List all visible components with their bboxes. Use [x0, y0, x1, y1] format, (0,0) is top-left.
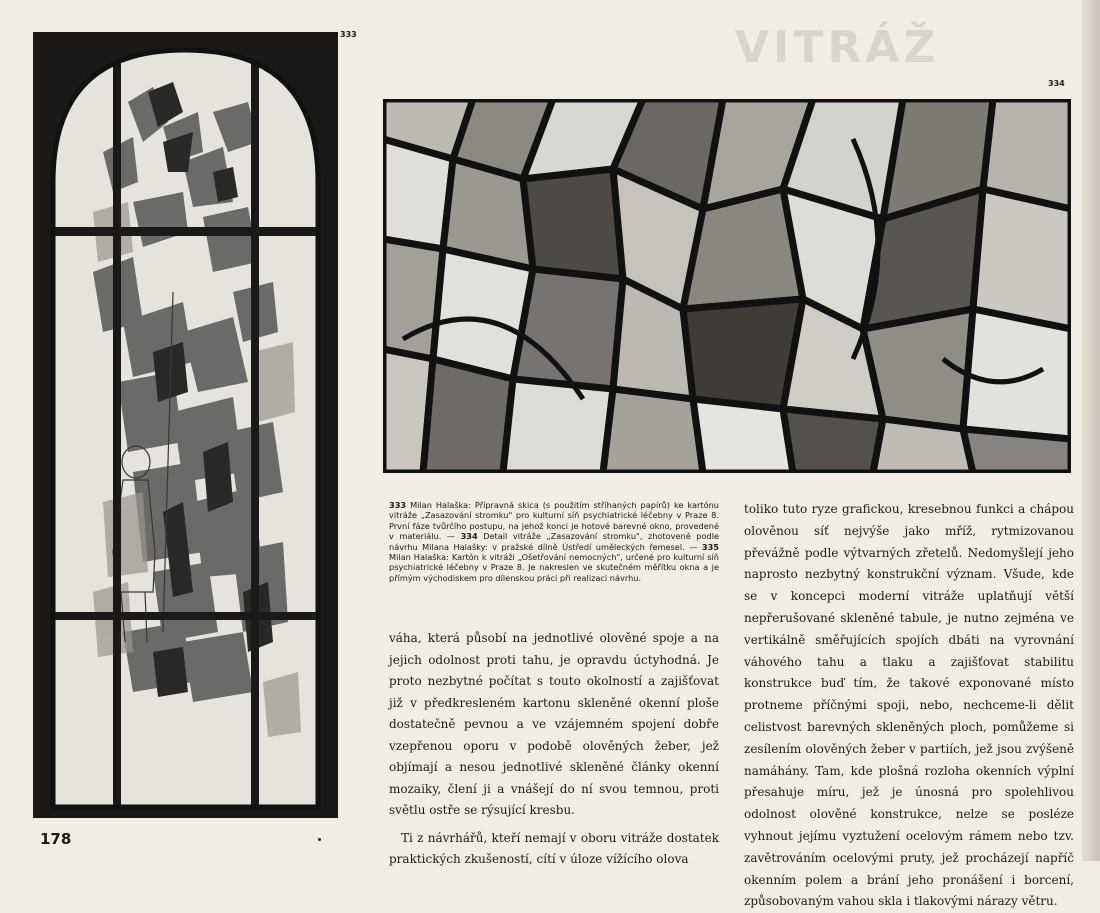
- body-paragraph: váha, která působí na jednotlivé olověné spoje a na jejich odolnost proti tahu, je opravdu úctyhodná. Je proto nezbytné počítat s touto okolností a zajišťovat již v předkresleném kartonu skleněné okenní ploše dostatečně pevnou a ve vzájemném spojení dobře vzepřenou oporu v podobě olověných žeber, jež objímají a nesou jednotlivé skleněné články okenní mozaiky, člení ji a vnášejí do ní svou temnou, proti světlu ostře se rýsující kresbu.: [389, 631, 719, 817]
- caption-334-text: Detail vitráže „Zasazování stromku", zhotovené podle návrhu Milana Halašky: v pražské dílně Ústředí uměleckých řemesel. —: [389, 531, 720, 552]
- caption-335-number: 335: [701, 541, 719, 552]
- book-spine-shadow: [1082, 0, 1100, 861]
- figure-334-number: 334: [1048, 79, 1065, 88]
- caption-333-text: Milan Halaška: Přípravná skica (s použitím stříhaných papírů) ke kartónu vitráže „Zasazování stromku" pro kulturní síň psychiatrické léčebny v Praze 8. První fáze tvůrčího postupu, na jehož konci je hotové barevné okno, provedené v materiálu. —: [389, 500, 719, 542]
- body-text-left-column: [389, 628, 719, 871]
- print-mark: [318, 838, 321, 841]
- caption-335-text: Milan Halaška: Kartón k vitráži „Ošetřování nemocných", určené pro kulturní síň psychiatrické léčebny v Praze 8. Je nakreslen ve skutečném měřítku okna a je přímým východiskem pro dílenskou práci při realizaci návrhu.: [389, 552, 719, 583]
- figure-334-stained-glass-detail: [383, 99, 1071, 473]
- body-paragraph: toliko tuto ryze grafickou, kresebnou funkci a chápou olověnou síť nejvýše jako mříž, rytmizovanou převážně podle výtvarných zřetelů. Nedomyšlejí jeho naprosto nezbytný konstrukční význam. Všude, kde se v koncepci moderní vitráže uplatňují větší nepřerušované skleněné tabule, je nutno zejména ve vertikálně směřujících spojích dbáti na vyrovnání váhového tahu a tlaku a zajišťovat stabilitu konstrukce buď tím, že takové exponované místo protneme příčnými spoji, nebo, nechceme-li dělit celistvost barevných skleněných ploch, pomůžeme si zesílením olověných žeber v partiích, jež jsou zvýšeně namáhány. Tam, kde plošná rozloha okenních výplní přesahuje míru, jež je únosná pro spolehlivou odolnost olověné konstrukce, nelze se posléze vyhnout jejímu vyztužení ocelovým rámem nebo tzv. zavětrováním ocelovými pruty, jež procházejí napříč okenním polem a brání jeho pronášení i borcení, způsobovaným vahou skla i tlakovými nárazy větru.: [744, 502, 1074, 909]
- caption-333-number: 333: [389, 500, 407, 510]
- figure-333-window-sketch: [33, 32, 338, 818]
- bleed-through-heading: VITRÁŽ: [735, 22, 940, 73]
- caption-334-number: 334: [460, 531, 478, 542]
- body-text-right-column: [744, 499, 1074, 913]
- figure-333-number: 333: [340, 30, 357, 39]
- stained-glass-graphic: [383, 99, 1071, 473]
- body-paragraph: Ti z návrhářů, kteří nemají v oboru vitráže dostatek praktických zkušeností, cítí v úloze vížícího olova: [389, 830, 719, 866]
- figure-captions: [389, 500, 719, 583]
- window-sketch-graphic: [33, 32, 338, 818]
- page-number: 178: [40, 830, 72, 848]
